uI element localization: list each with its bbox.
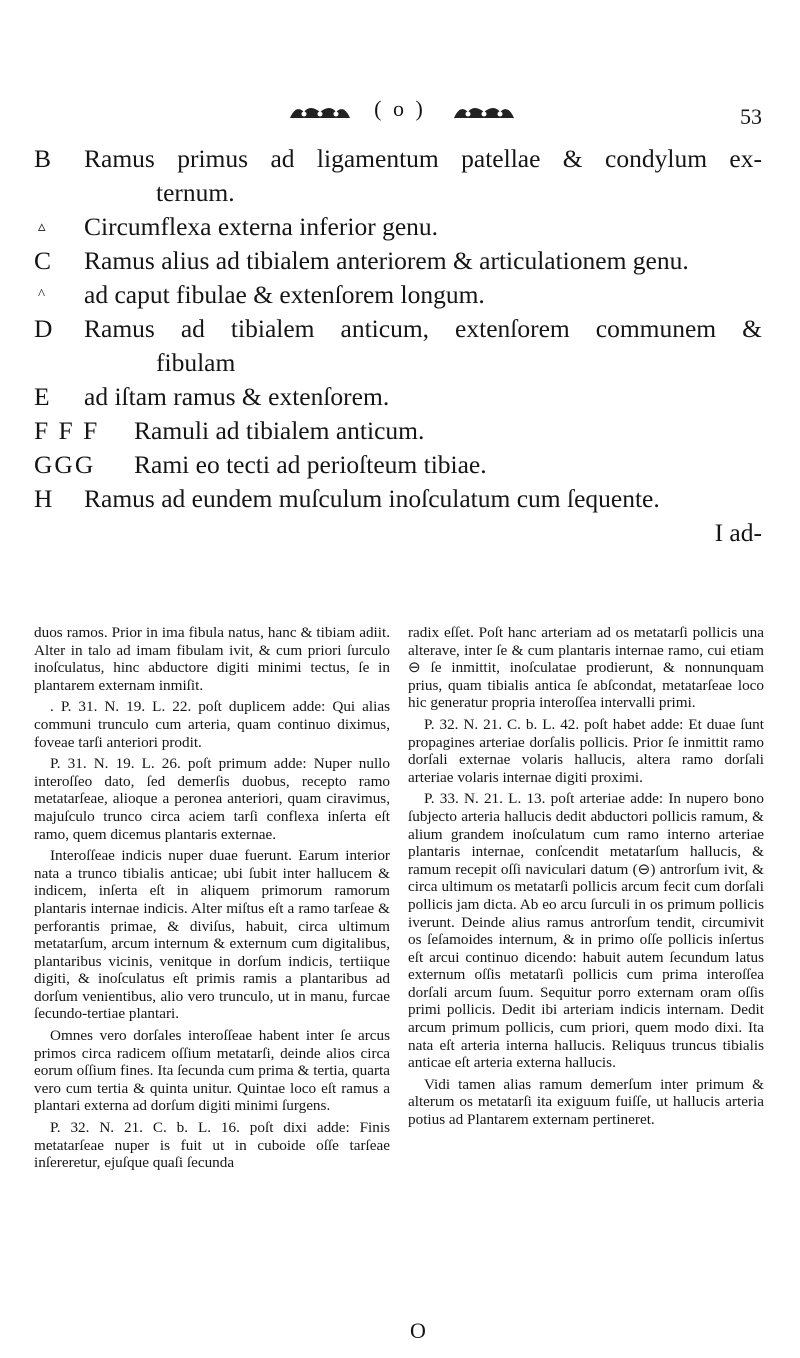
legend-entry <box>0 278 800 312</box>
legend-entry <box>0 482 800 516</box>
legend-entry <box>0 312 800 380</box>
legend-key: H <box>34 484 55 513</box>
catchword: I ad- <box>714 518 762 547</box>
ornament-icon <box>288 102 352 122</box>
legend-entry <box>0 142 800 210</box>
figure-legend <box>0 142 800 550</box>
legend-entry <box>0 414 800 448</box>
legend-key: GGG <box>34 450 96 479</box>
page-header <box>0 92 800 132</box>
legend-entry <box>0 244 800 278</box>
signature-mark: O <box>410 1318 426 1343</box>
paragraph: radix eſſet. Poſt hanc arteriam ad os metatarſi pollicis una alterave, inter ſe & cum plantaris internae ramo, cui etiam ⊖ ſe inmittit, inoſculatae prodierunt, & nonnunquam prius, quam tibialis antica ſe abſcondat, metatarſeae loco hic generatur propria interoſſea intervalli primi. <box>408 624 764 712</box>
legend-text: Ramus ad eundem muſculum inoſculatum cum ſequente. <box>84 484 660 513</box>
legend-entry <box>0 210 800 244</box>
legend-key: C <box>34 246 54 275</box>
legend-entry <box>0 448 800 482</box>
paragraph: Omnes vero dorſales interoſſeae habent inter ſe arcus primos circa radicem oſſium metatarſi, deinde alios circa eorum oſſium fines. Ita ſecunda cum prima & tertia, quarta vero cum tertia & quinta unitur. Quintae loco eſt ramus a plantari externa ad dorſum digiti minimi ſurgens. <box>34 1027 390 1115</box>
paragraph: P. 31. N. 19. L. 26. poſt primum adde: Nuper nullo interoſſeo dato, ſed demerſis duobus, recepto ramo metatarſeae, alioque a peronea anteriori, quam ciravimus, majuſculo trunco circa aciem tarſi conflexa inſerta eſt ramo, quem dicemus plantaris externae. <box>34 755 390 843</box>
legend-text-continued: fibulam <box>156 348 236 377</box>
legend-key: D <box>34 314 55 343</box>
paragraph: P. 33. N. 21. L. 13. poſt arteriae adde: In nupero bono ſubjecto arteria hallucis dedit abductori pollicis ramum, & alium grandem inoſculatum cum ramo interno arteriae plantaris internae, conſcendit metatarſum hallucis, & ramum recepit oſſi naviculari datum (⊖) antrorſum ivit, & circa ultimum os metatarſi pollicis arcum fecit cum dorſali pollicis jam dicta. Ab eo arcu ſurculi in os primum pollicis iverunt. Deinde alius ramus antrorſum tendit, circumivit os ſeſamoides internum, & in primo oſſe pollicis inſertus eſt arcui continuo dicendo: habuit autem ſecundum latus externum oſſis metatarſi pollicis cum prima interoſſea dorſali arcum ſuum. Sequitur porro externam oram oſſis primi pollicis. Dedit ibi arteriam indicis internam. Dedit arcum primum pollicis, cum priori, quem modo dixi. Ita nata eſt arteria interna hallucis. Reliquus truncus tibialis anticae eſt arteria externa hallucis. <box>408 790 764 1072</box>
legend-key: ^ <box>38 287 48 303</box>
legend-text: Ramus primus ad ligamentum patellae & condylum ex- <box>84 144 762 173</box>
legend-text-continued: ternum. <box>156 178 235 207</box>
legend-text: ad iſtam ramus & extenſorem. <box>84 382 390 411</box>
legend-key: E <box>34 382 52 411</box>
legend-text: Ramuli ad tibialem anticum. <box>134 416 425 445</box>
paragraph: duos ramos. Prior in ima fibula natus, hanc & tibiam adiit. Alter in talo ad imam fibulam ivit, & cum priori ſurculo inoſculatus, hinc abductore digiti minimi tectus, ſe in plantarem externam inmiſit. <box>34 624 390 694</box>
legend-text: Rami eo tecti ad perioſteum tibiae. <box>134 450 487 479</box>
legend-key: F F F <box>34 416 100 445</box>
ornament-icon <box>452 102 516 122</box>
left-column <box>34 624 390 1176</box>
header-mark: ( o ) <box>374 96 426 121</box>
catchword-line <box>0 516 800 550</box>
legend-text: Circumflexa externa inferior genu. <box>84 212 439 241</box>
paragraph: P. 32. N. 21. C. b. L. 16. poſt dixi adde: Finis metatarſeae nuper is fuit ut in cuboide oſſe tarſeae inſereretur, ejuſque quaſi ſecunda <box>34 1119 390 1172</box>
legend-text: Ramus alius ad tibialem anteriorem & articulationem genu. <box>84 246 689 275</box>
right-column <box>408 624 764 1133</box>
legend-text: Ramus ad tibialem anticum, extenſorem communem & <box>84 314 762 343</box>
paragraph: Vidi tamen alias ramum demerſum inter primum & alterum os metatarſi ita exiguum fuiſſe, ut hallucis arteria potius ad Plantarem externam pertineret. <box>408 1075 764 1129</box>
page-number: 53 <box>740 104 762 129</box>
legend-text: ad caput fibulae & extenſorem longum. <box>84 280 485 309</box>
legend-key: B <box>34 144 54 173</box>
legend-entry <box>0 380 800 414</box>
paragraph: . P. 31. N. 19. L. 22. poſt duplicem adde: Qui alias communi trunculo cum arteria, quam continuo diximus, foveae tarſi anteriori prodit. <box>34 698 390 751</box>
paragraph: Interoſſeae indicis nuper duae fuerunt. Earum interior nata a trunco tibialis anticae; ubi ſubit inter hallucem & indicem, inſerta eſt in aliquem primorum ramorum plantaris internae indicis. Alter miſtus eſt a ramo tarſeae & perforantis primae, & diviſus, habuit, circa ultimum metatarſum, arcum internum & externum cum digitalibus, plantaribus vicinis, venitque in dorſum indicis, tertiique digiti, & inoſculatus eſt primis ramis a plantaribus ad dorſum venientibus, alio vero trunculo, ut in manu, furcae ſecundo-tertiae plantari. <box>34 847 390 1023</box>
legend-key: ▵ <box>38 219 48 235</box>
paragraph: P. 32. N. 21. C. b. L. 42. poſt habet adde: Et duae ſunt propagines arteriae dorſalis pollicis. Prior ſe inmittit ramo dorſali externae volaris hallucis, altera ramo dorſali arteriae volaris internae digiti proximi. <box>408 715 764 786</box>
